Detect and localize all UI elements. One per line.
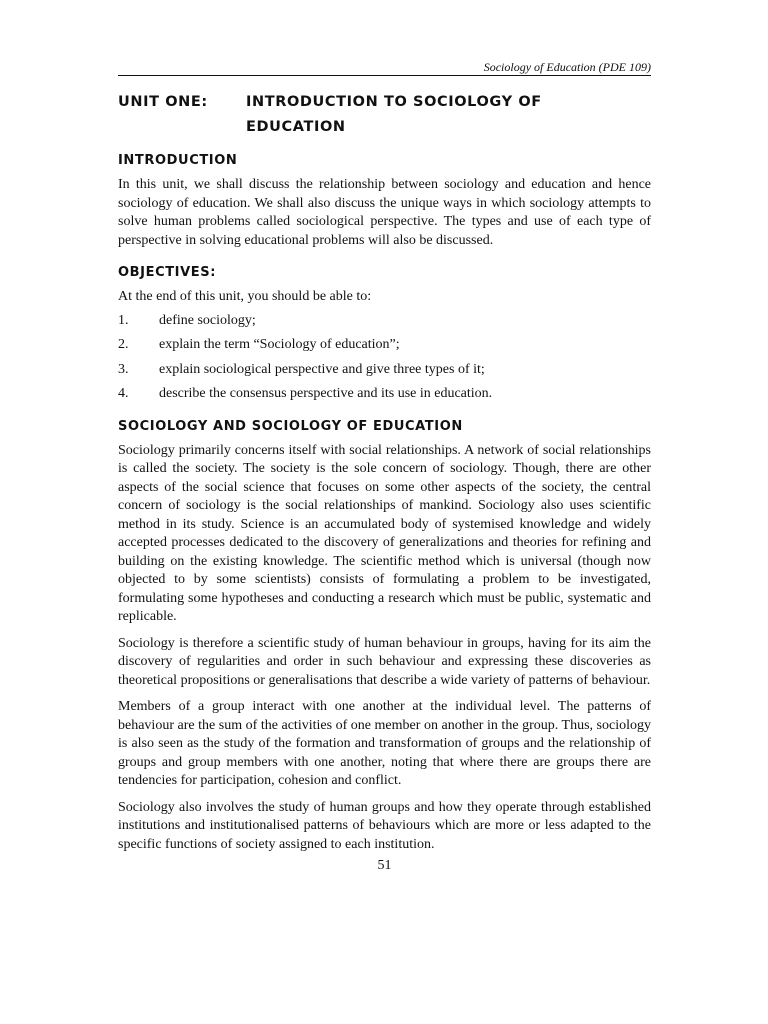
- introduction-paragraph: In this unit, we shall discuss the relationship between sociology and education and hence sociology of education. We shall also discuss the unique ways in which sociology attempts to solve human problems called sociological perspective. The types and use of each type of perspective in solving educational problems will also be discussed.: [118, 177, 651, 248]
- page-number: 51: [377, 858, 392, 873]
- objective-item: [118, 336, 651, 355]
- section-paragraph-4: Sociology also involves the study of human groups and how they operate through established institutions and institutionalised patterns of behaviours which are more or less adapted to the specific functions of society assigned to each institution.: [118, 799, 651, 852]
- introduction-heading: INTRODUCTION: [118, 153, 238, 168]
- section-paragraph-3: Members of a group interact with one another at the individual level. The patterns of behaviour are the sum of the activities of one member on another in the group. Thus, sociology is also seen as the study of the formation and transformation of groups and the relationship of groups and group members with one another, noting that where there are groups there are tendencies for participation, cohesion and conflict.: [118, 699, 651, 788]
- objective-text: explain the term “Sociology of education”;: [159, 337, 400, 352]
- objective-number: 3.: [118, 361, 129, 377]
- objective-item: [118, 312, 651, 331]
- unit-label: UNIT ONE:: [118, 94, 208, 110]
- objectives-intro: At the end of this unit, you should be able to:: [118, 289, 372, 304]
- objectives-list: [118, 312, 651, 404]
- section-heading: SOCIOLOGY AND SOCIOLOGY OF EDUCATION: [118, 418, 463, 434]
- section-paragraph-2: Sociology is therefore a scientific study of human behaviour in groups, having for its aim the discovery of regularities and order in such behaviour and expressing these discoveries as theoretical propositions or generalisations that describe a wide variety of patterns of behaviour.: [118, 635, 651, 688]
- header-rule: [118, 75, 651, 76]
- unit-title: [246, 90, 651, 140]
- running-header: Sociology of Education (PDE 109): [483, 60, 651, 74]
- objective-text: explain sociological perspective and give three types of it;: [159, 361, 485, 377]
- objective-number: 4.: [118, 386, 129, 401]
- unit-title-line-1: INTRODUCTION TO SOCIOLOGY OF: [246, 94, 542, 110]
- objective-number: 2.: [118, 337, 129, 352]
- objectives-heading: OBJECTIVES:: [118, 265, 217, 280]
- objective-text: define sociology;: [159, 312, 256, 328]
- objective-item: [118, 385, 651, 404]
- objective-text: describe the consensus perspective and its use in education.: [159, 386, 493, 401]
- unit-title-line-2: EDUCATION: [246, 119, 346, 135]
- objective-item: [118, 361, 651, 380]
- section-paragraph-1: Sociology primarily concerns itself with social relationships. A network of social relationships is called the society. The society is the sole concern of sociology. Though, there are other aspects of the social science that focuses on some other aspects of the society, the central concern of sociology is the social relationships of mankind. Sociology also uses scientific method in its study. Science is an accumulated body of systemised knowledge and widely accepted processes dedicated to the discovery of generalizations and theories for refining and building on the existing knowledge. The scientific method which is universal (though now objected to by some scientists) consists of formulating a problem to be investigated, formulating some hypotheses and conducting a research which must be public, systematic and replicable.: [118, 442, 651, 624]
- unit-heading: [118, 90, 651, 140]
- objective-number: 1.: [118, 312, 129, 328]
- page-content: [118, 90, 651, 862]
